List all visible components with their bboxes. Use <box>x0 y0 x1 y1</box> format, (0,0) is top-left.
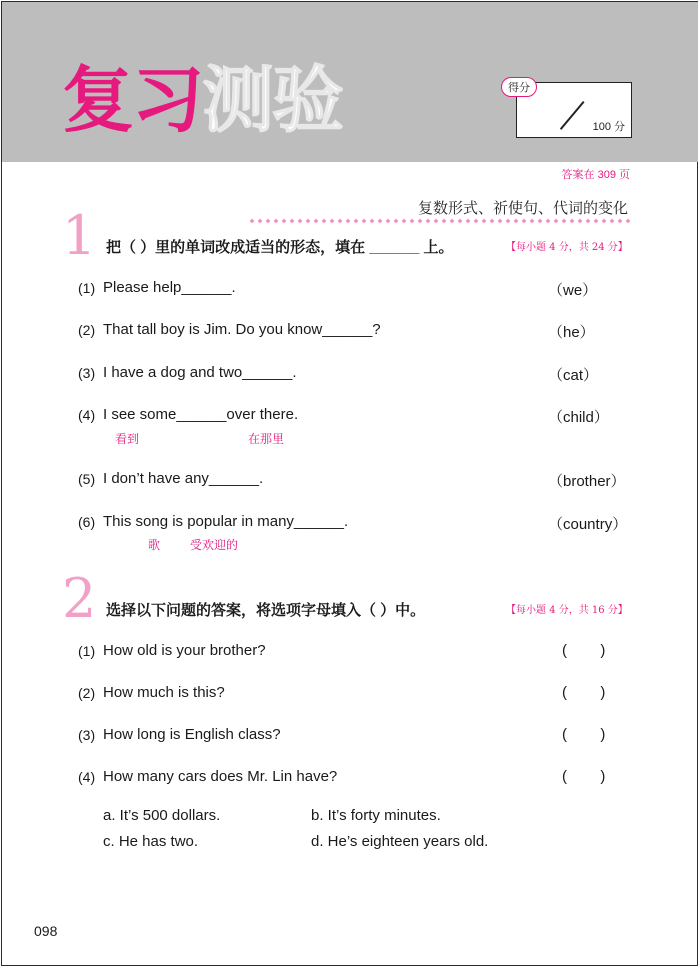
answer-option-c: c. He has two. <box>103 833 199 850</box>
page-number: 098 <box>34 923 58 939</box>
score-total: 100 分 <box>592 121 625 133</box>
question-number: (4) <box>78 769 96 785</box>
vocab-note: 歌 <box>148 538 161 552</box>
answer-blank[interactable]: ( ) <box>562 684 606 701</box>
question-hint: （he） <box>548 324 595 341</box>
score-label: 得分 <box>501 77 537 97</box>
vocab-note: 受欢迎的 <box>190 538 239 552</box>
answer-blank[interactable]: ( ) <box>562 642 606 659</box>
question-number: (4) <box>78 407 96 423</box>
section-2-points: 【每小题 4 分，共 16 分】 <box>506 605 628 616</box>
title-part-1: 复习 <box>62 58 203 142</box>
title-part-2: 测验 <box>202 58 343 142</box>
question-number: (3) <box>78 365 96 381</box>
question-hint: （country） <box>548 516 628 533</box>
header-band <box>2 2 698 162</box>
question-hint: （we） <box>548 282 598 299</box>
answer-option-d: d. He’s eighteen years old. <box>311 833 489 850</box>
answer-reference: 答案在 309 页 <box>561 169 630 181</box>
vocab-note: 在那里 <box>248 432 285 446</box>
topic-heading: 复数形式、祈使句、代词的变化 <box>417 200 628 217</box>
question-text: How many cars does Mr. Lin have? <box>103 768 338 785</box>
dotted-divider <box>248 218 632 224</box>
question-number: (1) <box>78 280 96 296</box>
question-hint: （child） <box>548 409 609 426</box>
question-text: I don’t have any______. <box>103 470 264 487</box>
question-text: How long is English class? <box>103 726 281 743</box>
answer-option-b: b. It’s forty minutes. <box>311 807 441 824</box>
question-text: I see some______over there. <box>103 406 299 423</box>
question-number: (2) <box>78 685 96 701</box>
question-text: How much is this? <box>103 684 225 701</box>
section-2-title: 选择以下问题的答案，将选项字母填入（ ）中。 <box>106 602 426 619</box>
score-divider <box>560 101 584 130</box>
section-1-number: 1 <box>62 204 97 267</box>
section-1-points: 【每小题 4 分，共 24 分】 <box>506 242 628 253</box>
vocab-note: 看到 <box>115 432 140 446</box>
question-number: (2) <box>78 322 96 338</box>
question-number: (6) <box>78 514 96 530</box>
question-hint: （cat） <box>548 367 599 384</box>
answer-blank[interactable]: ( ) <box>562 768 606 785</box>
section-2-number: 2 <box>62 567 97 630</box>
question-hint: （brother） <box>548 473 626 490</box>
question-number: (3) <box>78 727 96 743</box>
question-text: How old is your brother? <box>103 642 266 659</box>
question-text: This song is popular in many______. <box>103 513 349 530</box>
answer-option-a: a. It’s 500 dollars. <box>103 807 221 824</box>
question-number: (1) <box>78 643 96 659</box>
question-text: I have a dog and two______. <box>103 364 297 381</box>
question-text: Please help______. <box>103 279 236 296</box>
section-1-title: 把（ ）里的单词改成适当的形态，填在 ______ 上。 <box>106 239 454 256</box>
score-box <box>508 82 632 138</box>
question-text: That tall boy is Jim. Do you know______? <box>103 321 381 338</box>
question-number: (5) <box>78 471 96 487</box>
page-title <box>62 60 342 140</box>
answer-blank[interactable]: ( ) <box>562 726 606 743</box>
